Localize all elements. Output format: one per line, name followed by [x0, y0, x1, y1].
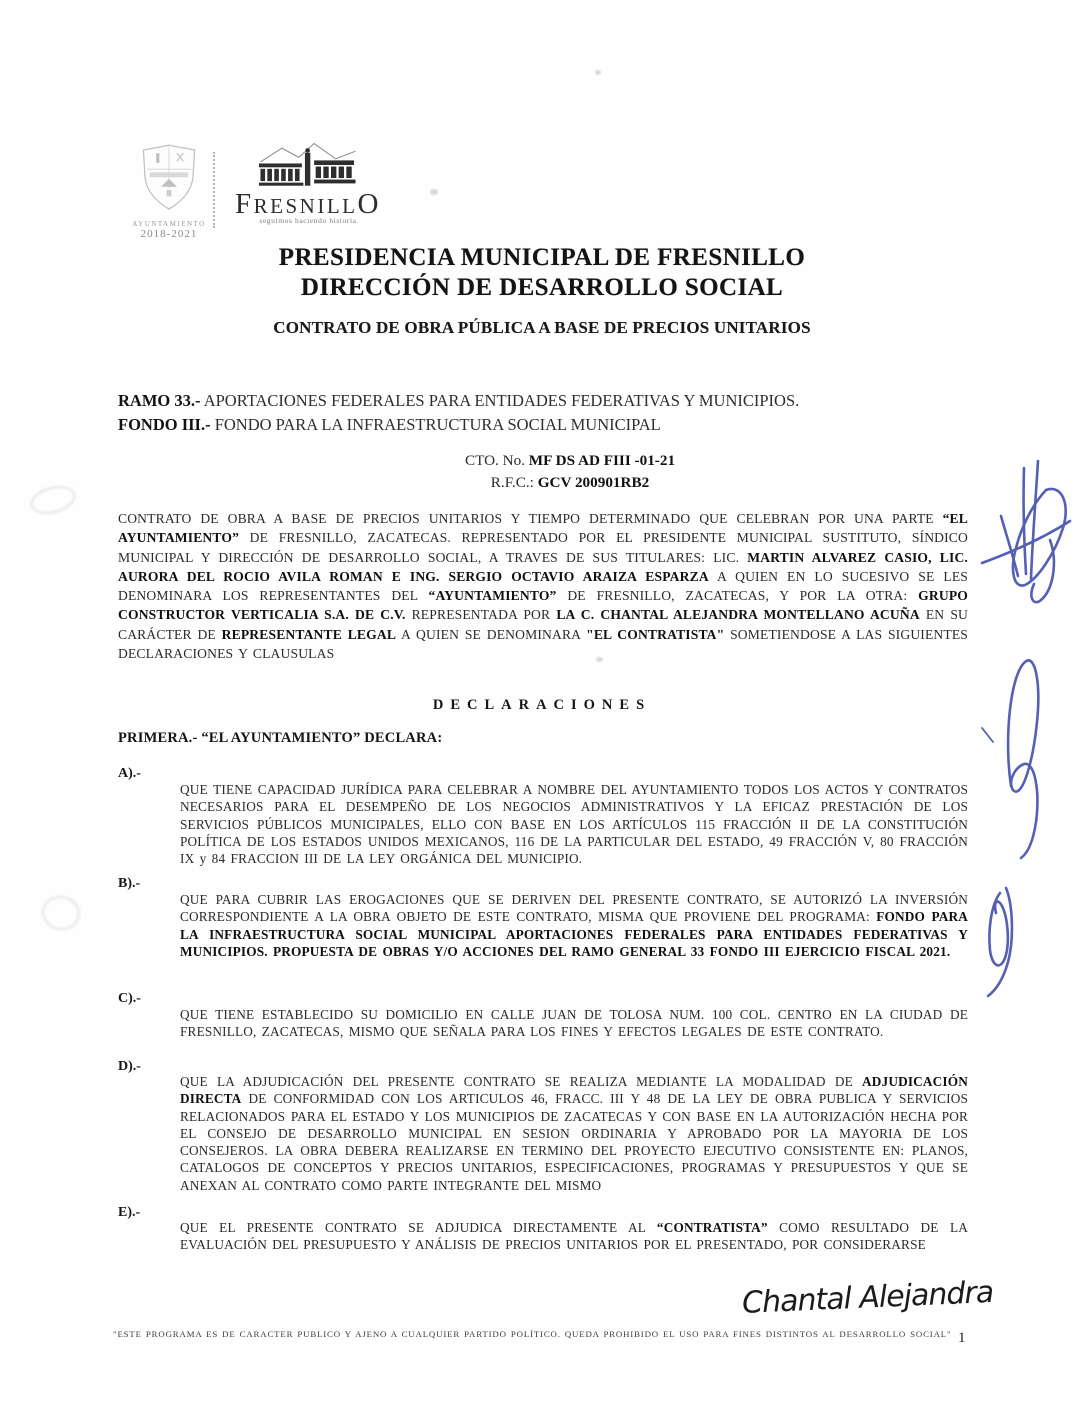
fresnillo-logo — [228, 142, 388, 225]
document-subtitle: CONTRATO DE OBRA PÚBLICA A BASE DE PRECIOS UNITARIOS — [273, 318, 811, 337]
contract-number-block — [56, 450, 1084, 494]
declaration-c-label: C).- — [118, 991, 141, 1006]
declaration-c-text: QUE TIENE ESTABLECIDO SU DOMICILIO EN CALLE JUAN DE TOLOSA NUM. 100 COL. CENTRO EN LA CIUDAD DE FRESNILLO, ZACATECAS, MISMO QUE SEÑALA PARA LOS FINES Y EFECTOS LEGALES DE ESTE CONTRATO. — [180, 1007, 968, 1040]
rfc-line: R.F.C.: GCV 200901RB2 — [490, 474, 650, 491]
scan-speck — [596, 657, 603, 662]
contract-number-line: CTO. No. MF DS AD FIII -01-21 — [464, 452, 676, 469]
scan-speck — [595, 70, 601, 75]
rfc-value: GCV 200901RB2 — [537, 474, 650, 491]
handwritten-signature-name: Chantal Alejandra — [741, 1274, 994, 1321]
footer-disclaimer: "ESTE PROGRAMA ES DE CARACTER PUBLICO Y AJENO A CUALQUIER PARTIDO POLÍTICO. QUEDA PROHIBIDO EL USO PARA FINES DISTINTOS AL DESARROLLO SOCIAL" — [113, 1329, 952, 1339]
declaration-d-text: QUE LA ADJUDICACIÓN DEL PRESENTE CONTRATO SE REALIZA MEDIANTE LA MODALIDAD DE ADJUDICACIÓN DIRECTA DE CONFORMIDAD CON LOS ARTICULOS 46, FRACC. III Y 48 DE LA LEY DE OBRA PUBLICA Y SERVICIOS RELACIONADOS PARA EL ESTADO Y LOS MUNICIPIOS DE ZACATECAS Y CON BASE EN LA AUTORIZACIÓN HECHA POR EL CONSEJO DE DESARROLLO MUNICIPAL EN SESION ORDINARIA Y APROBADO POR LA MAYORIA DE LOS CONSEJEROS. LA OBRA DEBERA REALIZARSE EN TERMINO DEL PROYECTO EJECUTIVO CONSISTENTE EN: PLANOS, CATALOGOS DE CONCEPTOS Y PRECIOS UNITARIOS, ESPECIFICACIONES, PROGRAMAS Y PRESUPUESTOS Y QUE SE ANEXAN AL CONTRATO COMO PARTE INTEGRANTE DEL MISMO — [180, 1074, 968, 1193]
fresnillo-tagline: seguimos haciendo historia — [259, 216, 357, 225]
declaration-b-text: QUE PARA CUBRIR LAS EROGACIONES QUE SE DERIVEN DEL PRESENTE CONTRATO, SE AUTORIZÓ LA INVERSIÓN CORRESPONDIENTE A LA OBRA OBJETO DE ESTE CONTRATO, MISMA QUE PROVIENE DEL PROGRAMA: FONDO PARA LA INFRAESTRUCTURA SOCIAL MUNICIPAL APORTACIONES FEDERALES PARA ENTIDADES FEDERATIVAS Y MUNICIPIOS. PROPUESTA DE OBRAS Y/O ACCIONES DEL RAMO GENERAL 33 FONDO III EJERCICIO FISCAL 2021. — [180, 892, 968, 959]
crest-caption: AYUNTAMIENTO — [132, 220, 206, 228]
signature-stroke — [1001, 516, 1018, 576]
declaration-d-label: D).- — [118, 1059, 141, 1074]
page-number: 1 — [958, 1330, 966, 1346]
primera-heading: PRIMERA.- “EL AYUNTAMIENTO” DECLARA: — [118, 730, 443, 746]
rubric-loop-small — [989, 893, 1007, 965]
fresnillo-wordmark: FRESNILLO — [235, 188, 381, 220]
document-title-line1: PRESIDENCIA MUNICIPAL DE FRESNILLO — [278, 244, 806, 271]
scan-smudge — [39, 893, 82, 933]
declaration-e-label: E).- — [118, 1205, 141, 1220]
fresnillo-building-icon — [238, 142, 378, 188]
ayuntamiento-crest-logo — [126, 142, 212, 240]
crest-years: 2018-2021 — [140, 228, 198, 240]
ink-tick — [982, 728, 993, 742]
crest-shield-icon — [129, 142, 209, 214]
declaration-b-label: B).- — [118, 876, 141, 891]
ramo-label: RAMO 33.- — [118, 391, 201, 410]
declaration-e-text: QUE EL PRESENTE CONTRATO SE ADJUDICA DIRECTAMENTE AL “CONTRATISTA” COMO RESULTADO DE LA EVALUACIÓN DEL PRESUPUESTO Y ANÁLISIS DE PRECIOS UNITARIOS POR EL PRESENTADO, POR CONSIDERARSE — [180, 1220, 969, 1253]
ramo-line — [118, 389, 970, 413]
document-title-line2: DIRECCIÓN DE DESARROLLO SOCIAL — [300, 274, 784, 301]
declaraciones-heading: DECLARACIONES — [432, 697, 652, 713]
contract-intro-paragraph: CONTRATO DE OBRA A BASE DE PRECIOS UNITARIOS Y TIEMPO DETERMINADO QUE CELEBRAN POR UNA PARTE “EL AYUNTAMIENTO” DE FRESNILLO, ZACATECAS. REPRESENTADO POR EL PRESIDENTE MUNICIPAL SUSTITUTO, SÍNDICO MUNICIPAL Y DIRECCIÓN DE DESARROLLO SOCIAL, A TRAVES DE SUS TITULARES: LIC. MARTIN ALVAREZ CASIO, LIC. AURORA DEL ROCIO AVILA ROMAN E ING. SERGIO OCTAVIO ARAIZA ESPARZA A QUIEN EN LO SUCESIVO SE LES DENOMINARA LOS REPRESENTANTES DEL “AYUNTAMIENTO” DE FRESNILLO, ZACATECAS, Y POR LA OTRA: GRUPO CONSTRUCTOR VERTICALIA S.A. DE C.V. REPRESENTADA POR LA C. CHANTAL ALEJANDRA MONTELLANO ACUÑA EN SU CARÁCTER DE REPRESENTANTE LEGAL A QUIEN SE DENOMINARA "EL CONTRATISTA" SOMETIENDOSE A LAS SIGUIENTES DECLARACIONES Y CLAUSULAS — [118, 511, 969, 662]
declaration-a-text: QUE TIENE CAPACIDAD JURÍDICA PARA CELEBRAR A NOMBRE DEL AYUNTAMIENTO TODOS LOS ACTOS Y CONTRATOS NECESARIOS PARA EL DESEMPEÑO DE LOS NEGOCIOS ADMINISTRATIVOS Y LA EFICAZ PRESTACIÓN DE LOS SERVICIOS PÚBLICOS MUNICIPALES, ELLO CON BASE EN LOS ARTÍCULOS 115 FRACCIÓN II DE LA CONSTITUCIÓN POLÍTICA DE LOS ESTADOS UNIDOS MEXICANOS, 116 DE LA PARTICULAR DEL ESTADO, 49 FRACCIÓN V, 80 FRACCIÓN IX y 84 FRACCION III DE LA LEY ORGÁNICA DEL MUNICIPIO. — [180, 782, 968, 867]
fondo-text: FONDO PARA LA INFRAESTRUCTURA SOCIAL MUNICIPAL — [210, 414, 661, 434]
rubric-loop-large — [1008, 660, 1038, 858]
program-lines — [118, 389, 970, 436]
contract-number-value: MF DS AD FIII -01-21 — [528, 452, 676, 469]
logo-separator — [213, 152, 215, 228]
declaration-a-label: A).- — [118, 766, 141, 781]
scan-speck — [430, 189, 438, 195]
ramo-text: APORTACIONES FEDERALES PARA ENTIDADES FEDERATIVAS Y MUNICIPIOS. — [200, 391, 800, 410]
fondo-line — [118, 413, 970, 437]
fondo-label: FONDO III.- — [118, 414, 211, 434]
